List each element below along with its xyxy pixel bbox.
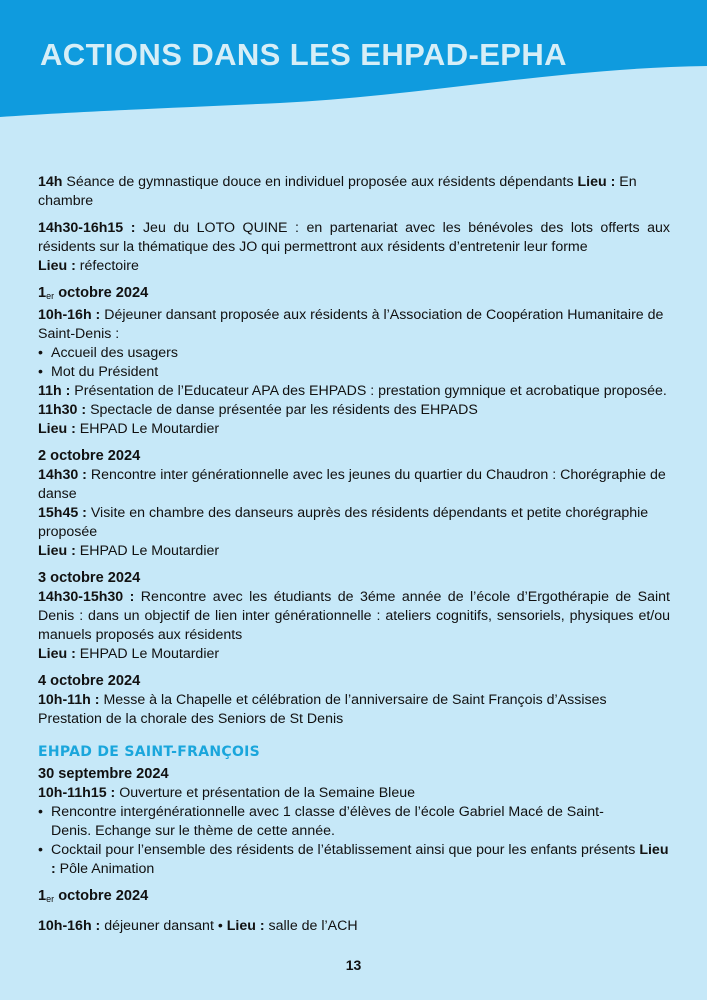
bullet-text: Cocktail pour l’ensemble des résidents de l’établissement ainsi que pour les enfants présents <box>51 842 640 858</box>
activity-text: Rencontre inter générationnelle avec les jeunes du quartier du Chaudron : Chorégraphie de danse <box>38 467 666 502</box>
time-label: 11h30 : <box>38 402 87 418</box>
date-heading-30sept: 30 septembre 2024 <box>38 766 169 782</box>
lieu-label: Lieu : <box>38 258 76 274</box>
lieu-line <box>38 257 670 276</box>
lieu-line <box>38 645 670 664</box>
activity-11h <box>38 382 670 401</box>
lieu-line <box>38 542 670 561</box>
section-heading: EHPAD DE SAINT-FRANÇOIS <box>38 744 261 760</box>
lieu-value: salle de l’ACH <box>264 918 358 934</box>
bullet-item: • Rencontre intergénérationnelle avec 1 classe d’élèves de l’école Gabriel Macé de Saint-Denis. Echange sur le thème de cette année. <box>38 803 611 841</box>
time-label: 14h30-16h15 : <box>38 220 136 236</box>
lieu-label: Lieu : <box>38 543 76 559</box>
time-label: 14h <box>38 174 63 190</box>
activity-text: Messe à la Chapelle et célébration de l’anniversaire de Saint François d’Assises <box>99 692 607 708</box>
page-number: 13 <box>345 957 362 973</box>
activity-text: Jeu du LOTO QUINE : en partenariat avec les bénévoles des lots offerts aux résidents sur la thématique des JO qui permettront aux résidents d’entretenir leur forme <box>38 220 670 255</box>
lieu-line <box>38 420 670 439</box>
activity-15h45 <box>38 504 670 542</box>
time-label: 10h-16h : <box>38 307 101 323</box>
activity-ouverture <box>38 784 670 803</box>
activity-text: Visite en chambre des danseurs auprès des résidents dépendants et petite chorégraphie proposée <box>38 505 649 540</box>
activity-text: Séance de gymnastique douce en individuel proposée aux résidents dépendants <box>62 174 578 190</box>
lieu-label: Lieu : <box>226 918 265 934</box>
content <box>38 173 670 936</box>
time-label: 15h45 : <box>38 505 87 521</box>
lieu-value: EHPAD Le Moutardier <box>75 646 220 662</box>
time-label: 10h-11h15 : <box>38 785 116 801</box>
page-title: ACTIONS DANS LES EHPAD-EPHA <box>40 37 567 72</box>
activity-14h <box>38 173 670 211</box>
lieu-value: réfectoire <box>75 258 139 274</box>
date-heading-oct2: 2 octobre 2024 <box>38 448 141 464</box>
time-label: 14h30 : <box>38 467 87 483</box>
lieu-value: En chambre <box>38 174 637 209</box>
header-banner <box>0 0 707 120</box>
time-label: 10h-11h : <box>38 692 100 708</box>
activity-dejeuner-dansant <box>38 917 670 936</box>
lieu-value: EHPAD Le Moutardier <box>75 421 220 437</box>
date-heading-oct4: 4 octobre 2024 <box>38 673 141 689</box>
time-label: 10h-16h : <box>38 918 101 934</box>
bullet-item <box>38 841 670 879</box>
lieu-label: Lieu : <box>38 421 76 437</box>
activity-text: déjeuner dansant • <box>100 918 227 934</box>
bullet-item: • Mot du Président <box>38 363 670 382</box>
date-heading-oct1-stfrancois: 1er octobre 2024 <box>38 888 149 904</box>
activity-text: Déjeuner dansant proposée aux résidents à l’Association de Coopération Humanitaire de Saint-Denis : <box>38 307 664 342</box>
lieu-value: Pôle Animation <box>55 861 155 877</box>
activity-text: Rencontre avec les étudiants de 3éme année de l’école d’Ergothérapie de Saint Denis : dans un objectif de lien inter générationnelle : ateliers cognitifs, sensoriels, physiques et/ou manuels proposés aux résidents <box>38 589 670 643</box>
date-heading-oct3: 3 octobre 2024 <box>38 570 141 586</box>
time-label: 14h30-15h30 : <box>38 589 135 605</box>
lieu-value: EHPAD Le Moutardier <box>75 543 220 559</box>
activity-messe <box>38 691 670 710</box>
date-heading-oct1: 1er octobre 2024 <box>38 285 149 301</box>
activity-11h30 <box>38 401 670 420</box>
activity-chorale: Prestation de la chorale des Seniors de St Denis <box>38 711 344 727</box>
activity-ergotherapie <box>38 588 670 645</box>
activity-text: Spectacle de danse présentée par les résidents des EHPADS <box>86 402 478 418</box>
bullet-item: • Accueil des usagers <box>38 344 670 363</box>
lieu-label: Lieu : <box>51 842 669 877</box>
lieu-label: Lieu : <box>38 646 76 662</box>
activity-text: Présentation de l’Educateur APA des EHPADS : prestation gymnique et acrobatique proposée. <box>70 383 667 399</box>
time-label: 11h : <box>38 383 71 399</box>
activity-dejeuner <box>38 306 670 344</box>
activity-text: Ouverture et présentation de la Semaine Bleue <box>115 785 415 801</box>
activity-14h30 <box>38 466 670 504</box>
lieu-label: Lieu : <box>577 174 616 190</box>
activity-loto <box>38 219 670 257</box>
